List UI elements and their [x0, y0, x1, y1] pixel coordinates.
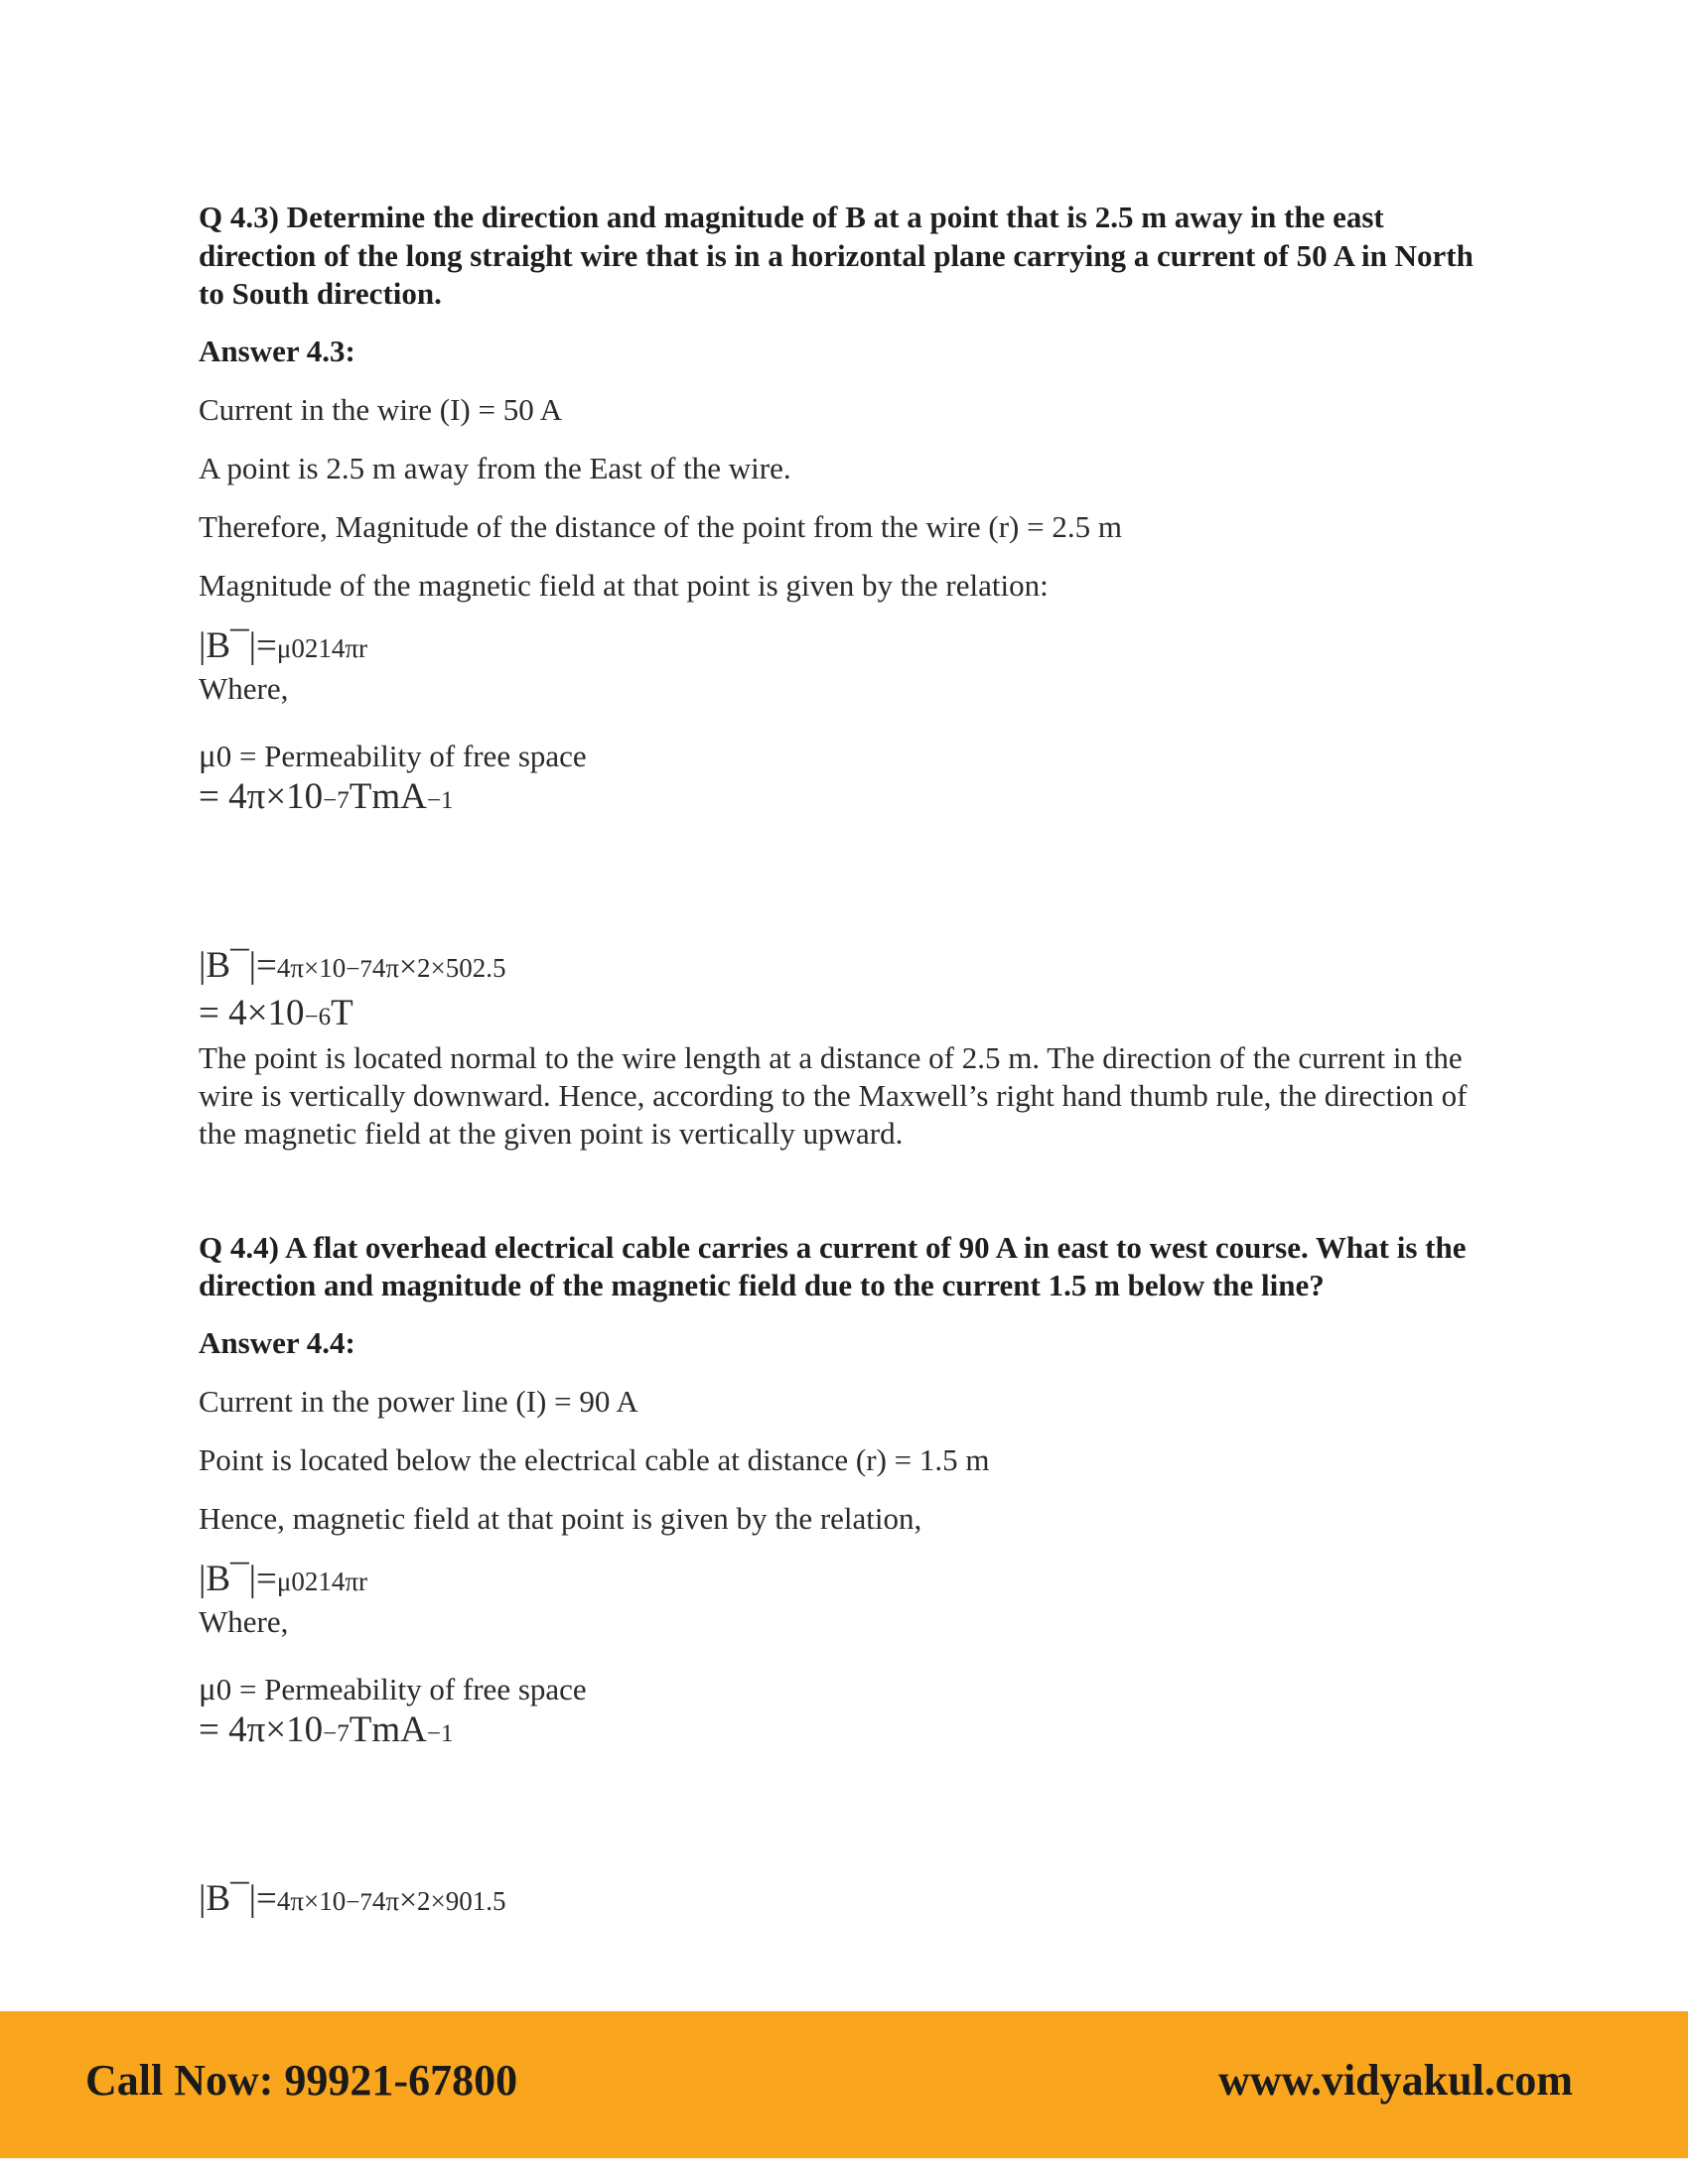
calc-rhs-a: 4π×10	[276, 1885, 347, 1916]
point-line-4-3: A point is 2.5 m away from the East of the wire.	[199, 450, 791, 485]
footer-banner	[0, 2011, 1688, 2158]
calc-rhs-exp: −7	[346, 1888, 372, 1916]
mu-value-unit: TmA	[349, 1708, 427, 1750]
calc-rhs-exp: −7	[346, 955, 372, 983]
mu-symbol: μ	[199, 1671, 216, 1707]
where-4-4: Where,	[199, 1603, 289, 1639]
relation-line-4-3: Magnitude of the magnetic field at that point is given by the relation:	[199, 567, 1049, 603]
calc-rhs-times: ×	[398, 1880, 418, 1917]
mu-value-4-4	[199, 1708, 1499, 1756]
where-4-3: Where,	[199, 670, 289, 706]
relation-line-4-4: Hence, magnetic field at that point is given by the relation,	[199, 1500, 922, 1536]
current-line-4-4: Current in the power line (I) = 90 A	[199, 1383, 638, 1419]
calc-rhs-times: ×	[398, 947, 418, 984]
mu-text: 0 = Permeability of free space	[215, 1671, 587, 1706]
distance-line-4-3: Therefore, Magnitude of the distance of the point from the wire (r) = 2.5 m	[199, 508, 1122, 544]
question-4-4: Q 4.4) A flat overhead electrical cable carries a current of 90 A in east to west course. What is the direction and magnitude of the magnetic field due to the current 1.5 m below the line?	[199, 1229, 1467, 1302]
formula-lhs: |B¯|=	[199, 1558, 277, 1599]
formula-4-4	[199, 1558, 1499, 1603]
conclusion-4-3: The point is located normal to the wire length at a distance of 2.5 m. The direction of the current in the wire is vertically downward. Hence, according to the Maxwell’s right hand thumb rule, the direction of the magnetic field at the given point is vertically upward.	[199, 1039, 1468, 1151]
mu-value-unit: TmA	[349, 775, 427, 817]
mu-definition-4-4	[199, 1671, 1499, 1708]
mu-value-exp: −7	[323, 1719, 350, 1747]
formula-lhs: |B¯|=	[199, 624, 277, 666]
mu-value-base: = 4π×10	[199, 775, 324, 817]
calc-rhs-c: 2×901.5	[417, 1885, 506, 1916]
mu-definition-4-3	[199, 738, 1499, 775]
website-link[interactable]: www.vidyakul.com	[1218, 2056, 1573, 2105]
calc-rhs-b: 4π	[371, 952, 399, 983]
question-4-3: Q 4.3) Determine the direction and magnitude of B at a point that is 2.5 m away in the east direction of the long straight wire that is in a horizontal plane carrying a current of 50 A in North to South direction.	[199, 200, 1474, 311]
calc-rhs-c: 2×502.5	[417, 952, 506, 983]
result-base: = 4×10	[199, 992, 305, 1033]
calculation-4-3	[199, 944, 1499, 992]
calc-rhs-a: 4π×10	[276, 952, 347, 983]
point-line-4-4: Point is located below the electrical cable at distance (r) = 1.5 m	[199, 1441, 990, 1477]
answer-label-4-4: Answer 4.4:	[199, 1324, 355, 1360]
result-4-3	[199, 992, 1499, 1039]
formula-4-3	[199, 624, 1499, 670]
answer-label-4-3: Answer 4.3:	[199, 333, 355, 368]
calc-rhs-b: 4π	[371, 1885, 399, 1916]
document-body	[199, 199, 1499, 1925]
page-bottom-margin	[0, 2158, 1688, 2184]
calculation-4-4	[199, 1877, 1499, 1925]
result-exp: −6	[304, 1003, 332, 1030]
mu-value-exp: −7	[323, 786, 350, 814]
mu-symbol: μ	[199, 738, 216, 774]
calc-lhs: |B¯|=	[199, 944, 277, 986]
calc-lhs: |B¯|=	[199, 1877, 277, 1919]
current-line-4-3: Current in the wire (I) = 50 A	[199, 391, 563, 427]
mu-value-4-3	[199, 775, 1499, 823]
result-unit: T	[331, 992, 353, 1033]
mu-value-unit-exp: −1	[426, 1719, 454, 1747]
call-now-text[interactable]: Call Now: 99921-67800	[85, 2056, 518, 2105]
formula-rhs: μ0214πr	[276, 632, 367, 663]
mu-text: 0 = Permeability of free space	[215, 738, 587, 773]
mu-value-unit-exp: −1	[426, 786, 454, 814]
formula-rhs: μ0214πr	[276, 1566, 367, 1596]
mu-value-base: = 4π×10	[199, 1708, 324, 1750]
